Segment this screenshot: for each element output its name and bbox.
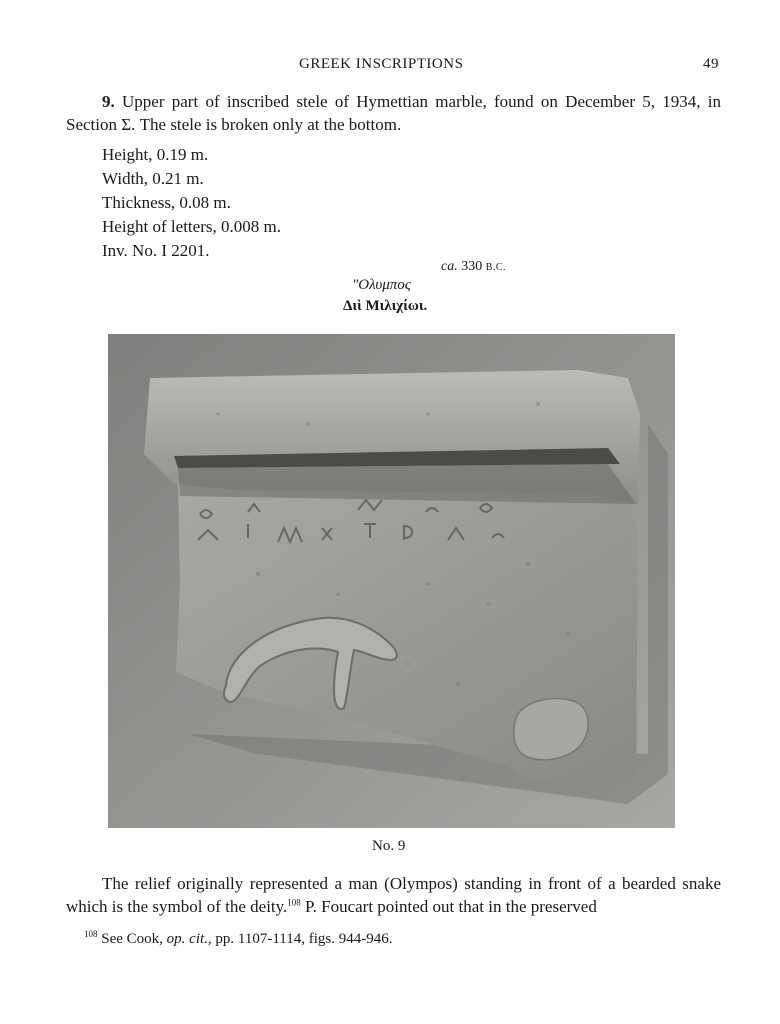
inscription-line-2: Διὶ Μιλιχίωι. [343,298,428,314]
inscription-line-1: "Ολυμπος [352,277,411,293]
spec-inventory-number: Inv. No. I 2201. [102,241,210,260]
footnote-text-start: See Cook, [97,931,167,947]
body-paragraph [66,872,721,918]
entry-text: Upper part of inscribed stele of Hymettian marble, found on December 5, 1934, in Section Σ. The stele is broken only at the bottom. [66,92,722,134]
page-number: 49 [703,56,719,72]
inscription-date [441,259,506,275]
date-value: 330 [461,259,483,274]
footnote-reference: 108 [287,897,301,908]
figure-caption: No. 9 [372,838,406,854]
spec-height: Height, 0.19 m. [102,145,209,164]
stele-photograph [108,334,675,828]
date-prefix: ca. [441,259,458,274]
body-text-end: P. Foucart pointed out that in the preserved [300,897,597,916]
running-title: GREEK INSCRIPTIONS [299,56,464,72]
specifications-list [102,143,281,263]
spec-thickness: Thickness, 0.08 m. [102,193,231,212]
spec-width: Width, 0.21 m. [102,169,204,188]
entry-description [66,90,721,136]
date-era: B.C. [485,262,507,273]
footnote-text-end: , pp. 1107-1114, figs. 944-946. [207,931,393,947]
stele-image [108,334,675,828]
spec-letter-height: Height of letters, 0.008 m. [102,217,281,236]
footnote-marker: 108 [84,929,98,939]
footnote [84,931,393,948]
body-text-start: The relief originally represented a man (Olympos) standing in front of a bearded snake which is the symbol of the deity. [66,874,721,916]
footnote-citation: op. cit. [166,931,208,947]
entry-number: 9. [102,92,115,111]
